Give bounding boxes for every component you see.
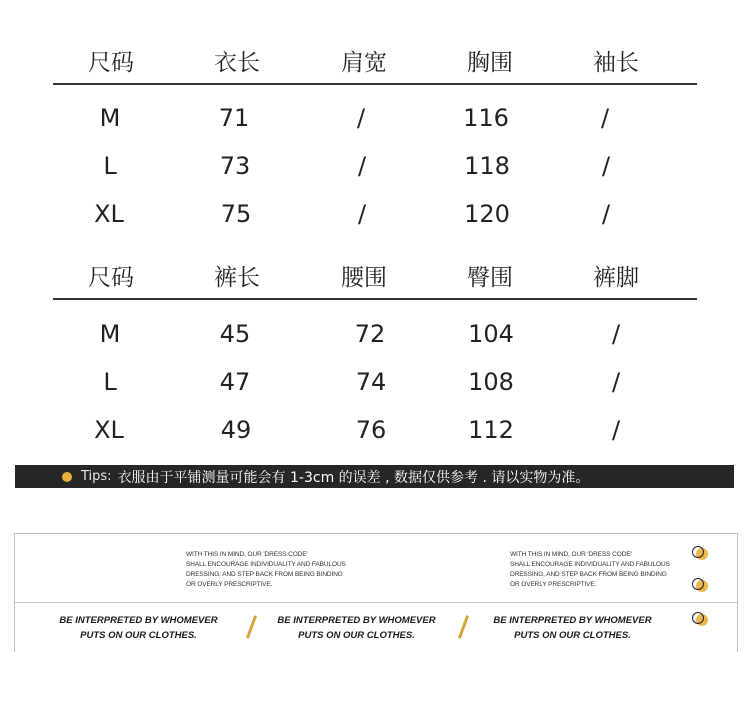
top-table-rule <box>53 83 697 85</box>
cell: M <box>99 104 121 132</box>
top-table-header <box>0 44 750 80</box>
cell: XL <box>94 200 124 228</box>
paragraph-line: SHALL ENCOURAGE INDIVIDUALITY AND FABULOUS <box>510 561 670 568</box>
header-chest: 胸围 <box>467 50 513 76</box>
header-size: 尺码 <box>88 50 134 76</box>
cell: 112 <box>468 416 514 444</box>
brand-banner <box>14 533 738 652</box>
cell: / <box>611 368 621 396</box>
tips-text: 衣服由于平铺测量可能会有 1-3cm 的误差 , 数据仅供参考 . 请以实物为准。 <box>117 469 590 486</box>
cell: 45 <box>219 320 251 348</box>
cell: / <box>611 416 621 444</box>
cell: / <box>357 152 367 180</box>
slogan-line: PUTS ON OUR CLOTHES. <box>80 630 197 641</box>
ring-logo-icon <box>692 546 704 558</box>
cell: 74 <box>355 368 387 396</box>
paragraph-line: DRESSING, AND STEP BACK FROM BEING BINDING <box>186 571 343 578</box>
slogan-line: PUTS ON OUR CLOTHES. <box>298 630 415 641</box>
cell: 47 <box>219 368 251 396</box>
cell: 75 <box>220 200 252 228</box>
dress-code-paragraph <box>510 550 670 590</box>
header-waist: 腰围 <box>341 265 387 291</box>
table-row <box>0 368 750 400</box>
header-shoulder: 肩宽 <box>341 50 387 76</box>
cell: M <box>99 320 121 348</box>
table-row <box>0 104 750 136</box>
paragraph-line: WITH THIS IN MIND, OUR 'DRESS CODE' <box>510 551 632 558</box>
banner-divider <box>15 602 737 603</box>
ring-logo-icon <box>692 578 704 590</box>
cell: 72 <box>354 320 386 348</box>
cell: 108 <box>468 368 514 396</box>
slogan <box>269 613 444 643</box>
cell: 71 <box>218 104 250 132</box>
bullet-dot-icon <box>62 472 72 482</box>
cell: / <box>600 104 610 132</box>
cell: 49 <box>220 416 252 444</box>
cell: XL <box>94 416 124 444</box>
slogan-line: BE INTERPRETED BY WHOMEVER <box>277 615 436 626</box>
bottom-table-header <box>0 259 750 295</box>
paragraph-line: OR OVERLY PRESCRIPTIVE. <box>510 581 597 588</box>
tips-label: Tips: <box>81 469 112 484</box>
header-length: 衣长 <box>214 50 260 76</box>
cell: / <box>611 320 621 348</box>
table-row <box>0 152 750 184</box>
cell: 120 <box>464 200 510 228</box>
cell: 76 <box>355 416 387 444</box>
cell: 104 <box>468 320 514 348</box>
cell: L <box>103 368 117 396</box>
slogan-line: BE INTERPRETED BY WHOMEVER <box>59 615 218 626</box>
dress-code-paragraph <box>186 550 346 590</box>
header-hem: 裤脚 <box>593 265 639 291</box>
slogan-line: PUTS ON OUR CLOTHES. <box>514 630 631 641</box>
cell: L <box>103 152 117 180</box>
header-size: 尺码 <box>88 265 134 291</box>
cell: 116 <box>463 104 509 132</box>
bottom-table-rule <box>53 298 697 300</box>
slash-divider-icon <box>246 615 257 639</box>
cell: 118 <box>464 152 510 180</box>
cell: / <box>356 104 366 132</box>
slash-divider-icon <box>458 615 469 639</box>
paragraph-line: WITH THIS IN MIND, OUR 'DRESS CODE' <box>186 551 308 558</box>
paragraph-line: SHALL ENCOURAGE INDIVIDUALITY AND FABULOUS <box>186 561 346 568</box>
cell: / <box>357 200 367 228</box>
header-hip: 臀围 <box>467 265 513 291</box>
table-row <box>0 416 750 448</box>
cell: 73 <box>219 152 251 180</box>
slogan-line: BE INTERPRETED BY WHOMEVER <box>493 615 652 626</box>
paragraph-line: DRESSING, AND STEP BACK FROM BEING BINDING <box>510 571 667 578</box>
paragraph-line: OR OVERLY PRESCRIPTIVE. <box>186 581 273 588</box>
cell: / <box>601 152 611 180</box>
table-row <box>0 320 750 352</box>
header-sleeve: 袖长 <box>593 50 639 76</box>
ring-logo-icon <box>692 612 704 624</box>
tips-bar <box>15 465 734 488</box>
table-row <box>0 200 750 232</box>
cell: / <box>601 200 611 228</box>
slogan <box>51 613 226 643</box>
header-pants-length: 裤长 <box>214 265 260 291</box>
slogan <box>485 613 660 643</box>
